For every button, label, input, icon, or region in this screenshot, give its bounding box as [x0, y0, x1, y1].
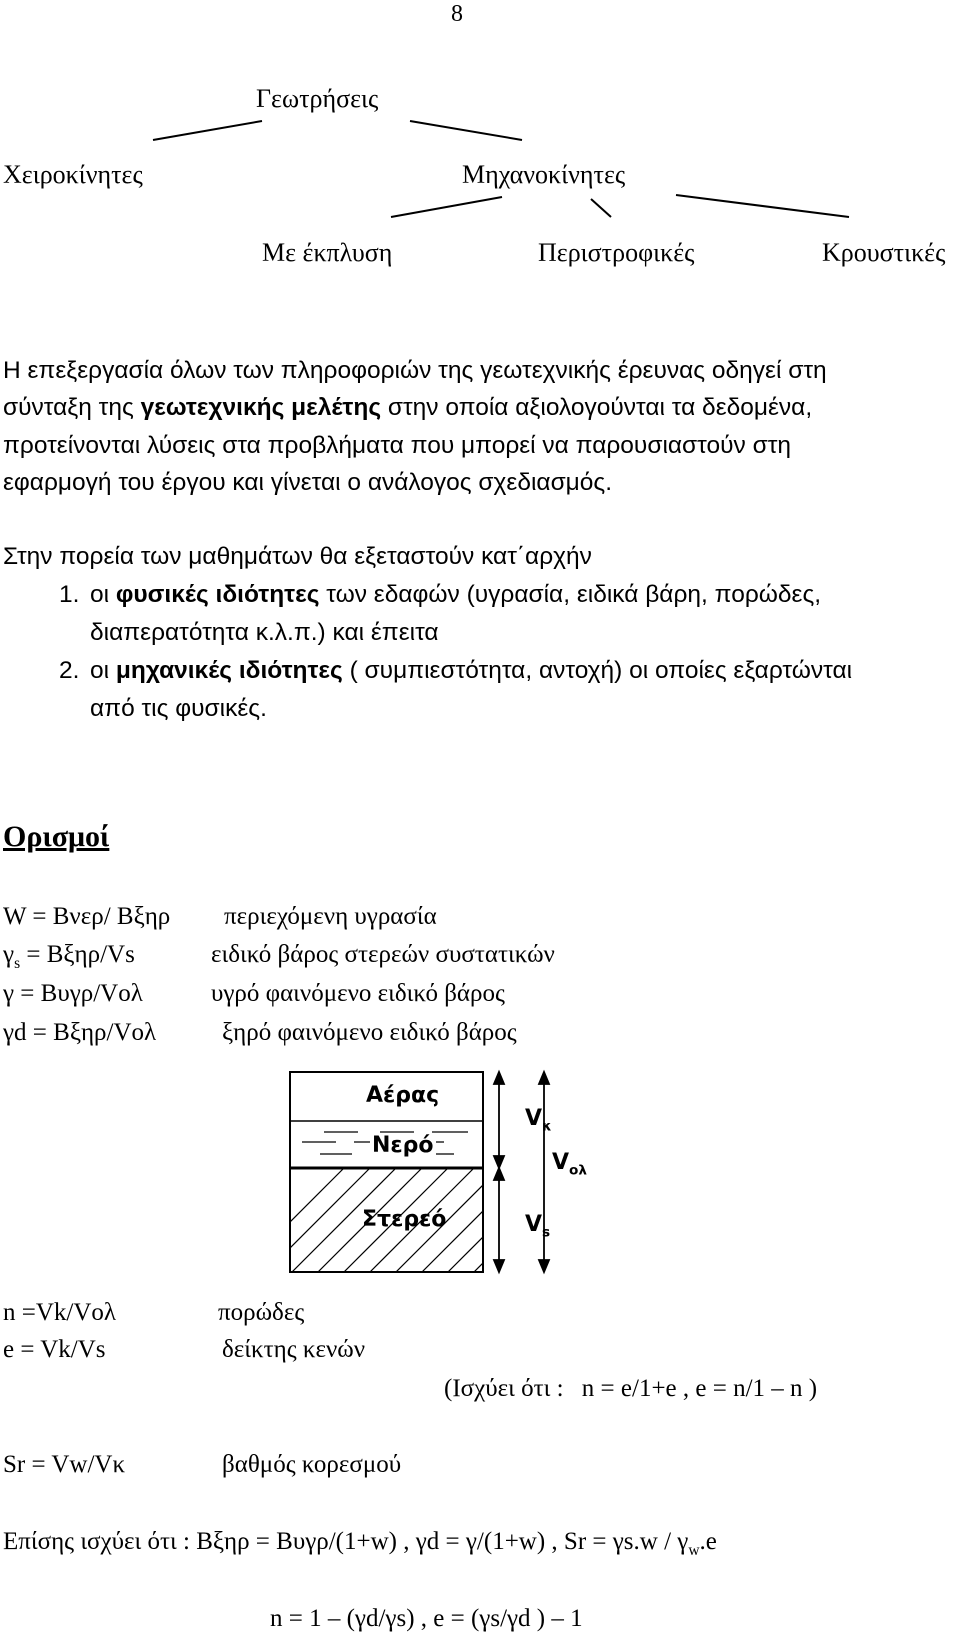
tree-right: Μηχανοκίνητες	[462, 160, 626, 189]
also-holds-line: Επίσης ισχύει ότι : Bξηρ = Bυγρ/(1+w) , γd = γ/(1+w) , $Sr = \gamma s.w / \gamma_w.e$	[3, 1528, 717, 1559]
definitions-heading: Ορισμοί	[3, 820, 110, 853]
solid-label: Στερεό	[362, 1207, 447, 1232]
def-formula-dry-unit-weight: γd = Bξηρ/Vολ	[3, 1019, 157, 1046]
list-item-1: οι φυσικές ιδιότητες των εδαφών (υγρασία, ειδικά βάρη, πορώδες,	[90, 581, 822, 608]
def-meaning-solid-unit-weight: ειδικό βάρος στερεών συστατικών	[211, 941, 555, 968]
def-formula-wet-unit-weight: γ = Bυγρ/Vολ	[3, 980, 143, 1007]
water-label: Νερό	[372, 1133, 434, 1158]
porosity-meaning: πορώδες	[218, 1299, 305, 1326]
def-meaning-wet-unit-weight: υγρό φαινόμενο ειδικό βάρος	[211, 980, 505, 1007]
tree-left: Χειροκίνητες	[3, 160, 143, 189]
porosity-void-ratio-formulas: n = 1 – (γd/γs) , e = (γs/γd ) – 1	[270, 1605, 583, 1632]
intro-line-3: προτείνονται λύσεις στα προβλήματα που μπορεί να παρουσιαστούν στη	[3, 432, 792, 459]
def-formula-moisture: W = Bνερ/ Bξηρ	[3, 903, 171, 930]
tree-leaf-percussion: Κρουστικές	[822, 238, 946, 267]
list-item-2: οι μηχανικές ιδιότητες ( συμπιεστότητα, αντοχή) οι οποίες εξαρτώνται	[90, 657, 853, 684]
saturation-meaning: βαθμός κορεσμού	[222, 1451, 402, 1478]
air-label: Αέρας	[366, 1083, 440, 1108]
def-meaning-dry-unit-weight: ξηρό φαινόμενο ειδικό βάρος	[222, 1019, 517, 1046]
porosity-formula: n =Vk/Vολ	[3, 1299, 117, 1326]
list-item-1-cont: διαπερατότητα κ.λ.π.) και έπειτα	[90, 619, 439, 646]
tree-root: Γεωτρήσεις	[256, 84, 379, 113]
list-number-2: 2.	[59, 657, 80, 684]
vol-arrow	[539, 1072, 549, 1272]
def-meaning-moisture: περιεχόμενη υγρασία	[224, 903, 437, 930]
porosity-relation: (Ισχύει ότι : n = e/1+e , e = n/1 – n )	[444, 1375, 818, 1402]
intro-line-2: σύνταξη της γεωτεχνικής μελέτης στην οποία αξιολογούνται τα δεδομένα,	[3, 394, 813, 421]
void-ratio-meaning: δείκτης κενών	[222, 1336, 366, 1363]
saturation-formula: Sr = Vw/Vκ	[3, 1451, 126, 1478]
vk-label: $V_\kappa$	[525, 1106, 552, 1135]
vs-arrow	[494, 1168, 504, 1272]
soil-phase-diagram	[280, 1060, 610, 1290]
intro-line-1: Η επεξεργασία όλων των πληροφοριών της γεωτεχνικής έρευνας οδηγεί στη	[3, 357, 827, 384]
list-item-2-cont: από τις φυσικές.	[90, 695, 267, 722]
intro-line-4: εφαρμογή του έργου και γίνεται ο ανάλογος σχεδιασμός.	[3, 469, 613, 496]
vk-arrow	[494, 1072, 504, 1168]
void-ratio-formula: e = Vk/Vs	[3, 1336, 106, 1363]
vs-label: $V_s$	[525, 1212, 551, 1241]
def-formula-solid-unit-weight: $\gamma_s = B\xi\eta\rho/Vs$	[3, 941, 135, 972]
tree-leaf-rotary: Περιστροφικές	[538, 238, 695, 267]
tree-connectors	[0, 0, 960, 330]
page-number: 8	[451, 1, 463, 27]
tree-leaf-washing: Με έκπλυση	[262, 238, 393, 267]
list-number-1: 1.	[59, 581, 80, 608]
vol-label: $V_{o\lambda}$	[552, 1150, 588, 1179]
course-lead: Στην πορεία των μαθημάτων θα εξεταστούν κατ΄αρχήν	[3, 543, 592, 570]
geotechnical-study-term: γεωτεχνικής μελέτης	[140, 394, 382, 421]
